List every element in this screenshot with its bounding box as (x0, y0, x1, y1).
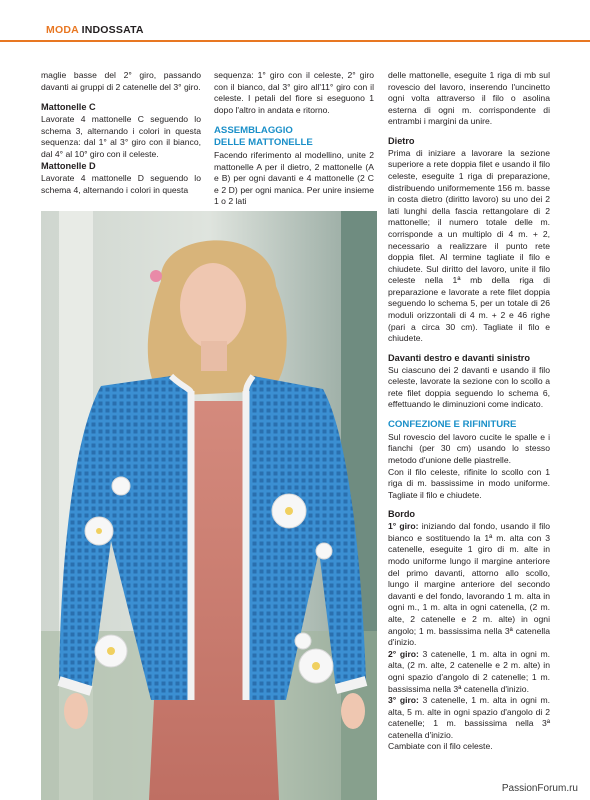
section-tag-indossata: INDOSSATA (81, 24, 144, 36)
photo-illustration (41, 211, 377, 800)
neck (201, 341, 227, 371)
flower-center-4 (312, 662, 320, 670)
giro-3-label: 3° giro: (388, 695, 419, 706)
col1-intro: maglie basse del 2° giro, passando davanti ai gruppi di 2 catenelle del 3° giro. (41, 70, 201, 92)
watermark: PassionForum.ru (501, 783, 578, 794)
davanti-text: Su ciascuno dei 2 davanti e usando il filo celeste, lavorate la sezione con lo scollo a rete filet doppia seguendo lo schema 6, effettuando le diminuzioni come indicato. (388, 364, 550, 410)
mattonelle-c-text: Lavorate 4 mattonelle C seguendo lo schema 3, alternando i colori in questa sequenza: dal 1° al 3° giro con il bianco, dal 4° al 10° giro con il celeste. (41, 113, 201, 159)
closing-text: Cambiate con il filo celeste. (388, 741, 493, 752)
mattonelle-d-title: Mattonelle D (41, 161, 96, 172)
flower-7 (295, 633, 311, 649)
flower-center-2 (96, 528, 102, 534)
mattonelle-d-text: Lavorate 4 mattonelle D seguendo lo schema 4, alternando i colori in questa (41, 173, 201, 195)
confezione-heading: CONFEZIONE E RIFINITURE (388, 419, 517, 431)
giro-1-text: iniziando dal fondo, usando il filo bianco e sostituendo la 1ª m. alta con 3 catenelle, eseguite 1 giro di m. alte in modo uniforme lungo il margine anteriore del primo davanti, attorno allo scollo, lungo il margine anteriore del secondo davanti e del fondo, lavorando 1 m. alta in ogni m., 1 m. alta in ogni catenella, (2 m. alte, 2 catenelle e 2 m. alte) in ogni angolo; 1 m. bassissima nella 3ª catenella d'inizio. (388, 521, 550, 648)
flower-center-3 (107, 647, 115, 655)
flower-center-1 (285, 507, 293, 515)
col3-intro: delle mattonelle, eseguite 1 riga di mb sul rovescio del lavoro, inserendo l'uncinetto ogni volta attraverso il filo o asolina esterna di ogni m. corrispondente di entrambi i margini da unire. (388, 70, 550, 127)
dietro-title: Dietro (388, 135, 415, 146)
hair-flower (150, 270, 162, 282)
confezione-text-1: Sul rovescio del lavoro cucite le spalle e i fianchi (per 30 cm) usando lo stesso metodo d'unione delle piastrelle. (388, 431, 550, 466)
giro-3-text: 3 catenelle, 1 m. alta in ogni m. alta, 5 m. alte in ogni spazio d'angolo di 2 catenelle; 1 m. bassissima nella 3ª catenella d'inizio. (388, 695, 550, 740)
hand-right (341, 693, 365, 729)
giro-2-text: 3 catenelle, 1 m. alta in ogni m. alta, (2 m. alte, 2 catenelle e 2 m. alte) in ogni spazio d'angolo di 2 catenelle; 1 m. bassissima nella 3ª catenella d'inizio. (388, 648, 550, 694)
davanti-title: Davanti destro e davanti sinistro (388, 352, 530, 363)
column-1 (41, 70, 201, 200)
model-photo (41, 211, 377, 800)
giro-2 (388, 649, 550, 695)
face (180, 263, 246, 349)
assemblaggio-text: Facendo riferimento al modellino, unite 2 mattonelle A per il dietro, 2 mattonelle (A e B) per ogni davanti e 4 mattonelle (2 C e 2 D) per ogni manica. Per unire insieme 1 o 2 lati (214, 149, 374, 207)
giro-3 (388, 695, 550, 741)
section-tag-moda: MODA (46, 24, 79, 36)
confezione-text-2: Con il filo celeste, rifinite lo scollo con 1 riga di m. bassissime in modo uniforme. Tagliate il filo e chiudete. (388, 466, 550, 500)
assemblaggio-heading: ASSEMBLAGGIO DELLE MATTONELLE (214, 125, 313, 149)
column-2 (214, 70, 374, 212)
dietro-text: Prima di iniziare a lavorare la sezione superiore a rete doppia filet e usando il filo celeste, eseguite 1 riga di preparazione, distribuendo uniformemente 156 m. basse in costa dietro (diritto lavoro) su uno dei 2 lati lunghi della fascia rettangolare di 2 mattonelle; il numero totale delle m. corrisponde a un multiplo di 4 m. + 2, necessario a realizzare il punto rete doppia filet. Al termine tagliate il filo e chiudete. Sul diritto del lavoro, unite il filo celeste nella 1ª mb della riga di preparazione e lavorate a rete filet doppia seguendo lo schema 5, per un totale di 26 moduli orizzontali di 4 m. + 2 e 46 righe (pari a circa 30 cm). Tagliate il filo e chiudete. (388, 147, 550, 344)
flower-3 (112, 477, 130, 495)
giro-1 (388, 521, 550, 649)
bordo-title: Bordo (388, 509, 416, 520)
giro-2-label: 2° giro: (388, 648, 419, 659)
giro-1-label: 1° giro: (388, 521, 419, 532)
mattonelle-c-title: Mattonelle C (41, 102, 96, 113)
flower-6 (316, 543, 332, 559)
col2-intro: sequenza: 1° giro con il celeste, 2° giro con il bianco, dal 3° giro all'11° giro con il celeste. I petali del fiore si eseguono 1 dopo l'altro in andata e ritorno. (214, 70, 374, 115)
header-rule (0, 40, 590, 42)
hand-left (64, 693, 88, 729)
column-3 (388, 70, 550, 757)
page-header (0, 22, 590, 48)
section-tag (42, 24, 148, 36)
